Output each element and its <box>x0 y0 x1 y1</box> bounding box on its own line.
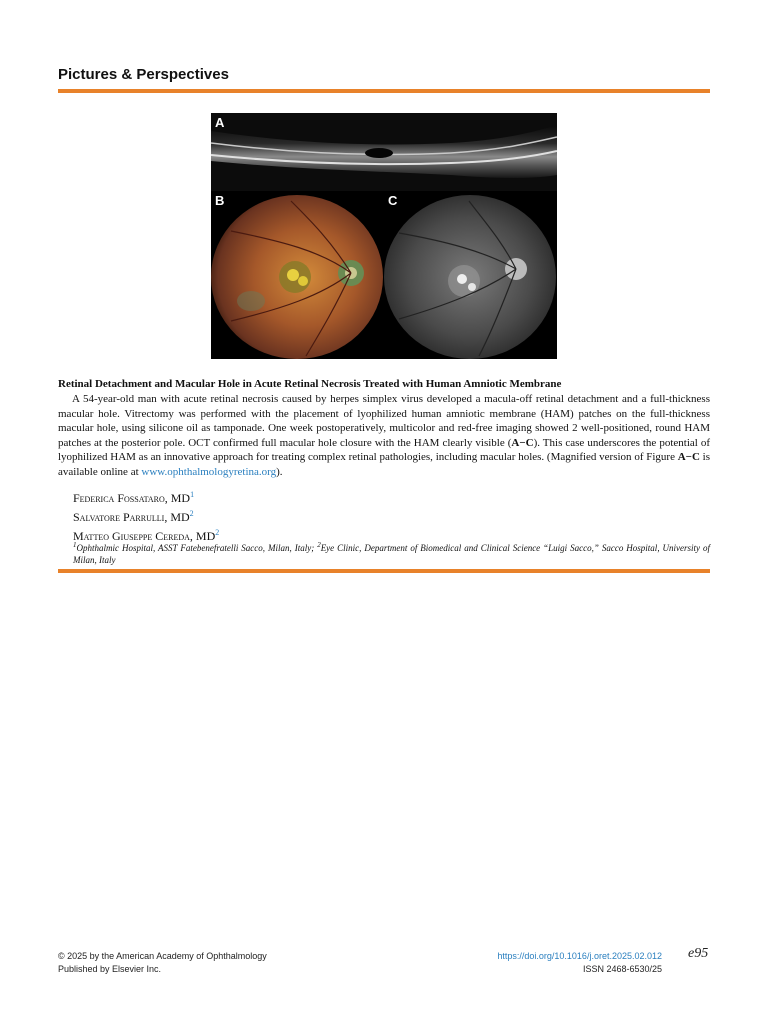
author-name: Federica Fossataro, $MD^1$ <box>73 490 195 505</box>
author-name: Salvatore Parrulli, $MD^2$ <box>73 509 194 524</box>
panel-label-c: C <box>388 193 398 208</box>
footer-right <box>497 950 662 976</box>
author-list <box>73 487 219 544</box>
affiliations: $^1$Ophthalmic Hospital, ASST Fatebenefratelli Sacco, Milan, Italy; $^2$Eye Clinic, Department of Biomedical and Clinical Science “Luigi Sacco,” Sacco Hospital, University of Milan, Italy <box>73 541 710 565</box>
issn-text: ISSN 2468-6530/25 <box>582 964 662 974</box>
copyright-text: © 2025 by the American Academy of Ophthalmology <box>58 951 267 961</box>
oct-scan-image <box>211 113 557 191</box>
footer-left <box>58 950 267 976</box>
panel-label-a: A <box>215 115 225 130</box>
author-name: Matteo Giuseppe Cereda, $MD^2$ <box>73 528 220 543</box>
footer-rule <box>58 569 710 573</box>
figure-reference: A−C <box>511 436 534 449</box>
page-number: e95 <box>688 946 709 961</box>
multicolor-fundus-image <box>211 191 384 359</box>
figure-reference: A−C <box>677 451 700 463</box>
publisher-text: Published by Elsevier Inc. <box>58 964 162 974</box>
doi-link[interactable]: https://doi.org/10.1016/j.oret.2025.02.012 <box>497 951 662 961</box>
panel-label-b: B <box>215 193 225 208</box>
header-rule <box>58 89 710 93</box>
section-title: Pictures & Perspectives <box>58 66 229 83</box>
journal-website-link[interactable]: www.ophthalmologyretina.org <box>141 465 277 478</box>
abstract-text: A 54-year-old man with acute retinal necrosis caused by herpes simplex virus developed a macula-off retinal detachment and a full-thickness macular hole. Vitrectomy was performed with the placement of lyophilized human amniotic membrane (HAM) patches on the full-thickness macular hole, using silicone oil as tamponade. One week postoperatively, multicolor and red-free imaging showed 2 well-positioned, round HAM patches at the posterior pole. OCT confirmed full macular hole closure with the HAM clearly visible (A−C). This case underscores the potential of lyophilized HAM as an innovative approach for treating complex retinal pathologies, including macular holes. (Magnified version of Figure A−C is available online at www.ophthalmologyretina.org). <box>58 393 711 478</box>
article-title: Retinal Detachment and Macular Hole in Acute Retinal Necrosis Treated with Human Amniotic Membrane <box>58 378 562 390</box>
figure-composite <box>211 113 557 359</box>
red-free-fundus-image <box>384 191 557 359</box>
